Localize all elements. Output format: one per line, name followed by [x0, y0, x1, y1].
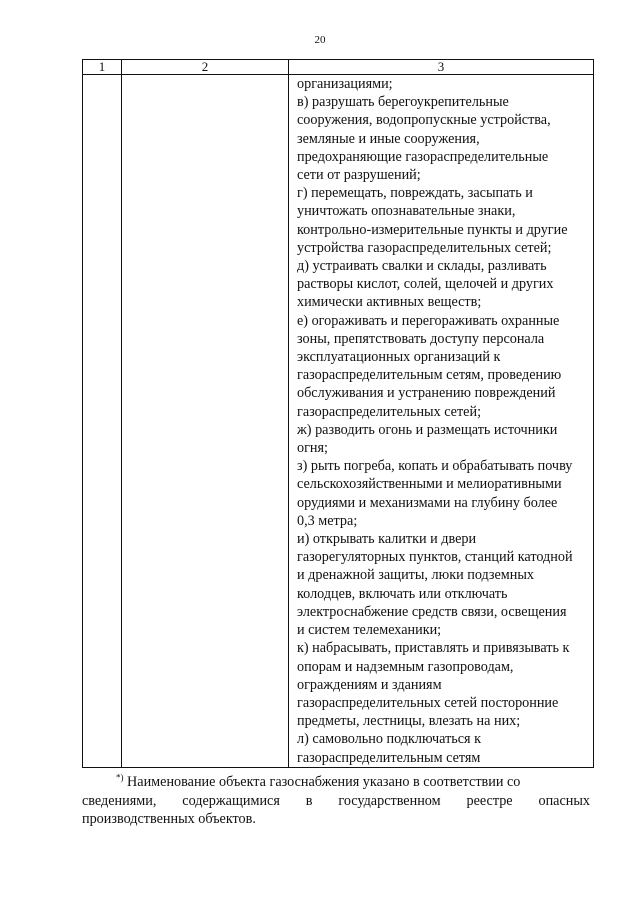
text-line: газораспределительных сетей;	[297, 403, 482, 420]
text-line: л) самовольно подключаться к	[297, 731, 482, 748]
text-line: устройства газораспределительных сетей;	[297, 239, 552, 256]
footnote	[82, 773, 590, 829]
footnote-word: сведениями,	[82, 792, 157, 809]
column-header-2: 2	[122, 60, 289, 75]
column-header-3: 3	[289, 60, 594, 75]
text-line: д) устраивать свалки и склады, разливать	[297, 258, 547, 275]
text-line: газораспределительным сетям	[297, 749, 481, 766]
text-line: 0,3 метра;	[297, 512, 358, 529]
footnote-word: опасных	[538, 792, 590, 809]
text-line: опорам и надземным газопроводам,	[297, 658, 514, 675]
text-line: эксплуатационных организаций к	[297, 349, 501, 366]
column-header-1: 1	[83, 60, 122, 75]
text-line: з) рыть погреба, копать и обрабатывать почву	[297, 458, 573, 475]
footnote-text-1: Наименование объекта газоснабжения указано в соответствии со	[127, 774, 521, 790]
text-line: ж) разводить огонь и размещать источники	[297, 421, 558, 438]
text-line: орудиями и механизмами на глубину более	[297, 494, 558, 511]
text-line: сети от разрушений;	[297, 167, 421, 184]
text-line: газораспределительных сетей посторонние	[297, 694, 559, 711]
text-line: огня;	[297, 440, 328, 457]
text-line: организациями;	[297, 76, 393, 92]
table-row	[83, 75, 594, 768]
page-number: 20	[314, 34, 326, 46]
footnote-line-1	[82, 773, 590, 792]
text-line: предметы, лестницы, влезать на них;	[297, 713, 521, 730]
text-line: и) открывать калитки и двери	[297, 531, 477, 548]
footnote-word: государственном	[338, 792, 441, 809]
text-line: колодцев, включать или отключать	[297, 585, 508, 602]
text-line: обслуживания и устранению повреждений	[297, 385, 556, 402]
footnote-line-2	[82, 792, 590, 811]
footnote-word: содержащимися	[182, 792, 280, 809]
text-line: предохраняющие газораспределительные	[297, 148, 549, 165]
table-cell-col1	[83, 75, 122, 768]
table-cell-col2	[122, 75, 289, 768]
text-line: и систем телемеханики;	[297, 622, 442, 639]
restrictions-text	[289, 75, 593, 767]
text-line: к) набрасывать, приставлять и привязывать к	[297, 640, 570, 657]
text-line: электроснабжение средств связи, освещения	[297, 603, 567, 620]
requirements-table	[82, 59, 594, 768]
text-line: растворы кислот, солей, щелочей и других	[297, 276, 554, 293]
text-line: в) разрушать берегоукрепительные	[297, 94, 509, 111]
footnote-word: реестре	[466, 792, 513, 809]
footnote-word: в	[305, 792, 313, 809]
text-line: зоны, препятствовать доступу персонала	[297, 330, 545, 347]
text-line: е) огораживать и перегораживать охранные	[297, 312, 560, 329]
text-line: земляные и иные сооружения,	[297, 130, 480, 147]
table-cell-col3	[289, 75, 594, 768]
text-line: сельскохозяйственными и мелиоративными	[297, 476, 562, 493]
footnote-marker: *)	[116, 772, 124, 783]
text-line: и дренажной защиты, люки подземных	[297, 567, 534, 584]
text-line: уничтожать опознавательные знаки,	[297, 203, 516, 220]
text-line: ограждениям и зданиям	[297, 676, 442, 693]
footnote-line-3: производственных объектов.	[82, 811, 256, 827]
text-line: газораспределительным сетям, проведению	[297, 367, 562, 384]
text-line: сооружения, водопропускные устройства,	[297, 112, 551, 129]
text-line: газорегуляторных пунктов, станций катодной	[297, 549, 573, 566]
text-line: контрольно-измерительные пункты и другие	[297, 221, 568, 238]
text-line: химически активных веществ;	[297, 294, 482, 311]
table-header-row	[83, 60, 594, 75]
text-line: г) перемещать, повреждать, засыпать и	[297, 185, 533, 202]
